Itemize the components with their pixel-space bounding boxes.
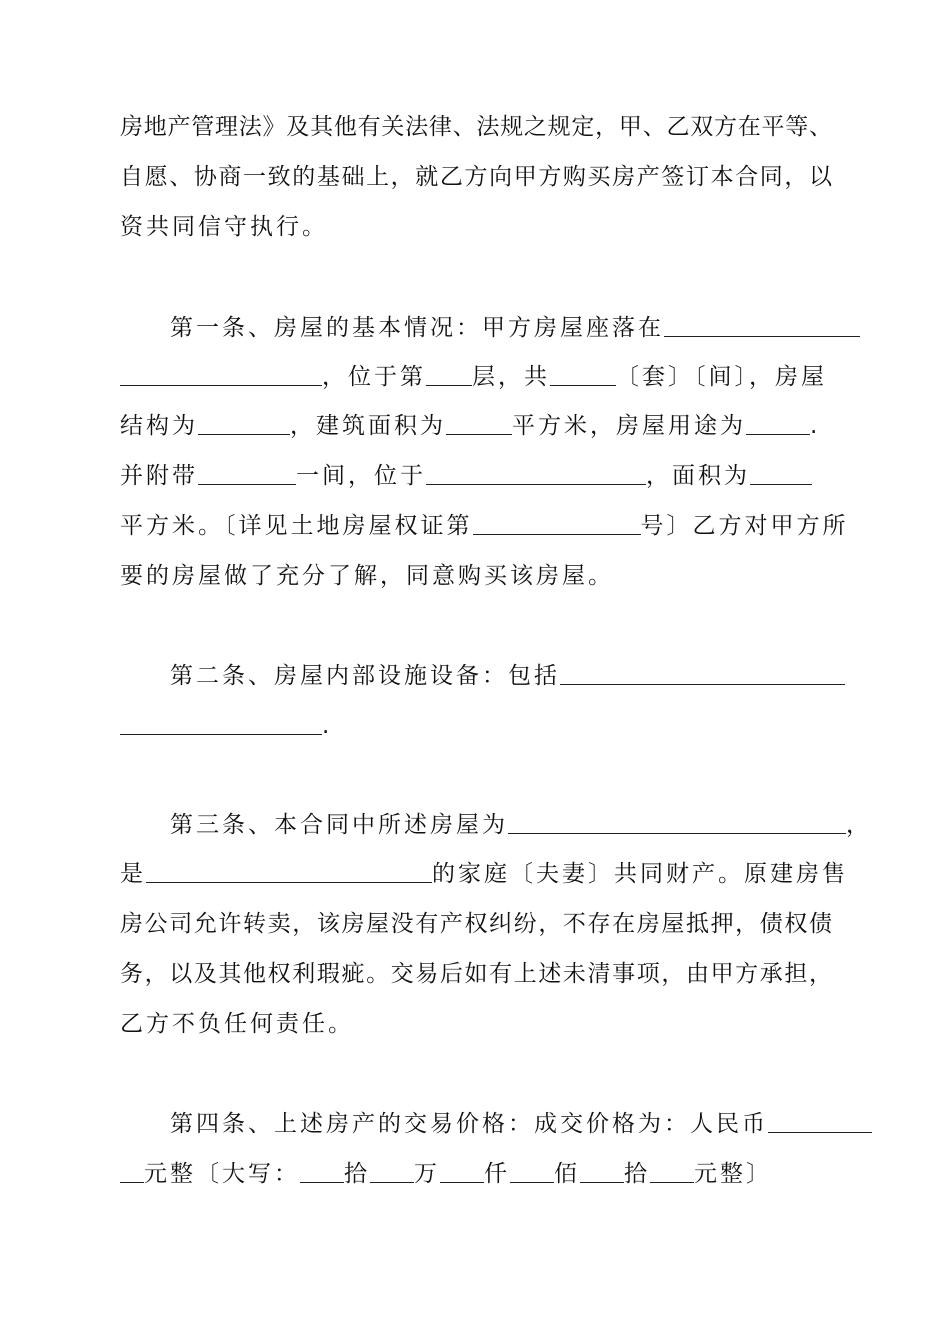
intro-line-1 [120, 112, 832, 142]
bai-blank[interactable] [510, 1160, 554, 1183]
text: 拾 [344, 1161, 370, 1187]
attached-item-blank[interactable] [198, 462, 296, 485]
text: 平方米。〔详见土地房屋权证第 [120, 513, 473, 539]
text: 仟 [484, 1161, 510, 1187]
text: 〔套〕〔间〕，房屋 [616, 364, 827, 390]
intro-line-2 [120, 162, 832, 192]
text: 号〕乙方对甲方所 [640, 513, 849, 539]
article1-line-4 [120, 461, 832, 491]
article1-line-1 [170, 313, 832, 343]
article3-line-2 [120, 859, 848, 889]
text: . [322, 713, 333, 739]
article3-line-5 [120, 1009, 832, 1039]
text: 并附带 [120, 463, 198, 489]
building-area-blank[interactable] [446, 412, 512, 435]
usage-blank[interactable] [746, 412, 810, 435]
text: 的家庭〔夫妻〕共同财产。原建房售 [432, 861, 848, 887]
text: 层，共 [472, 364, 550, 390]
text: 平方米，房屋用途为 [512, 413, 746, 439]
facilities-blank-cont[interactable] [120, 712, 322, 735]
qian-blank[interactable] [440, 1160, 484, 1183]
text: 拾 [624, 1161, 650, 1187]
text: 万 [414, 1161, 440, 1187]
article2-heading: 第二条、房屋内部设施设备：包括 [170, 663, 560, 689]
text: 资共同信守执行。 [120, 214, 328, 240]
text: . [810, 413, 821, 439]
yuan-blank[interactable] [650, 1160, 694, 1183]
owner-name-blank[interactable] [146, 860, 432, 883]
unit-count-blank[interactable] [550, 363, 616, 386]
attached-area-blank[interactable] [750, 462, 812, 485]
article1-line-6 [120, 561, 832, 591]
article1-line-3 [120, 411, 832, 441]
intro-line-3 [120, 212, 832, 242]
text: 佰 [554, 1161, 580, 1187]
article2-line-1 [170, 661, 832, 691]
text: 是 [120, 861, 146, 887]
text: ， [846, 812, 872, 838]
shi-wan-blank[interactable] [300, 1160, 344, 1183]
article1-heading: 第一条、房屋的基本情况：甲方房屋座落在 [170, 315, 664, 341]
shi-blank[interactable] [580, 1160, 624, 1183]
text: 自愿、协商一致的基础上，就乙方向甲方购买房产签订本合同，以 [120, 164, 832, 190]
property-location-blank-cont[interactable] [120, 363, 322, 386]
article3-line-4 [120, 959, 832, 989]
article4-line-2 [120, 1159, 832, 1189]
article1-line-5 [120, 511, 849, 541]
floor-number-blank[interactable] [426, 363, 472, 386]
article3-line-1 [170, 810, 872, 840]
text: 一间，位于 [296, 463, 426, 489]
house-description-blank[interactable] [508, 811, 846, 834]
structure-blank[interactable] [198, 412, 290, 435]
price-rmb-blank[interactable] [768, 1110, 872, 1133]
text: 乙方不负任何责任。 [120, 1011, 354, 1037]
facilities-blank[interactable] [560, 662, 845, 685]
text: ，位于第 [322, 364, 426, 390]
article3-heading: 第三条、本合同中所述房屋为 [170, 812, 508, 838]
certificate-number-blank[interactable] [473, 512, 641, 535]
article1-line-2 [120, 362, 832, 392]
text: ，建筑面积为 [290, 413, 446, 439]
article3-line-3 [120, 909, 832, 939]
attached-location-blank[interactable] [426, 462, 646, 485]
wan-blank[interactable] [370, 1160, 414, 1183]
text: 要的房屋做了充分了解，同意购买该房屋。 [120, 563, 614, 589]
article2-line-2 [120, 711, 832, 741]
text: 结构为 [120, 413, 198, 439]
text: 元整〕 [694, 1161, 772, 1187]
text: ，面积为 [646, 463, 750, 489]
price-rmb-blank-cont[interactable] [120, 1160, 144, 1183]
property-location-blank[interactable] [664, 314, 860, 337]
text: 务，以及其他权利瑕疵。交易后如有上述未清事项，由甲方承担， [120, 961, 832, 987]
article4-heading: 第四条、上述房产的交易价格：成交价格为：人民币 [170, 1111, 768, 1137]
text: 元整〔大写： [144, 1161, 300, 1187]
article4-line-1 [170, 1109, 832, 1139]
text: 房地产管理法》及其他有关法律、法规之规定，甲、乙双方在平等、 [120, 114, 832, 140]
text: 房公司允许转卖，该房屋没有产权纠纷，不存在房屋抵押，债权债 [120, 911, 832, 937]
